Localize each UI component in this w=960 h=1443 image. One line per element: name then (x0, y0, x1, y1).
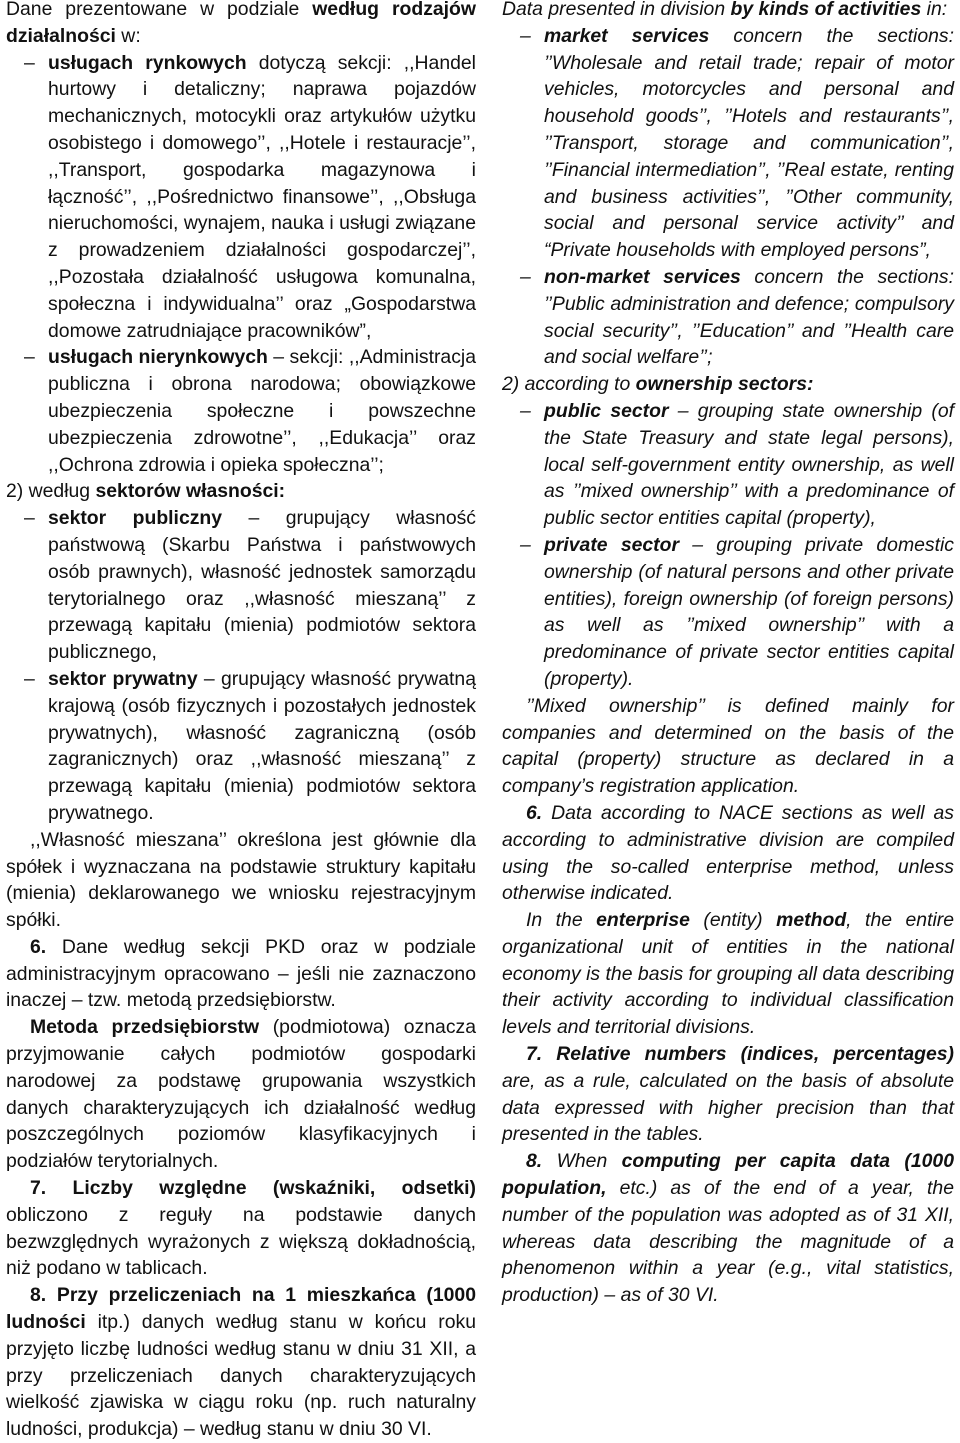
en-mixed-paragraph: ’’Mixed ownership’’ is defined mainly for companies and determined on the basis of the capital (property) structure as declared in a company’s registration application. (502, 694, 954, 798)
en-section-7-text: are, as a rule, calculated on the basis of absolute data expressed with higher precision than that presented in the tables. (502, 1069, 954, 1146)
pl-ownership-heading (6, 478, 476, 505)
en-section-8 (502, 1148, 954, 1309)
en-public-text: – grouping state ownership (of the State Treasury and state legal persons), local self-government entity ownership, as well as ’’mixed ownership’’ with a predominance of public sector entities capital (property), (544, 399, 954, 530)
en-enterprise-text: , the entire organizational unit of entities in the national economy is the basis for grouping all data describing their activity according to individual classification levels and territorial divisions. (502, 909, 955, 1039)
pl-section-8-bold: 8. Przy przeliczeniach na 1 mieszkańca (1000 ludności (6, 1284, 476, 1334)
en-enterprise-bold: enterprise (596, 909, 690, 932)
en-intro-paragraph (502, 0, 954, 23)
en-section-6-text: Data according to NACE sections as well as according to administrative division are compiled using the so-called enterprise method, unless otherwise indicated. (502, 801, 954, 905)
pl-section-6 (6, 934, 476, 1014)
en-section-8-num: 8. (526, 1150, 543, 1173)
pl-market-bold: usługach rynkowych (48, 51, 247, 74)
pl-mixed-paragraph: ,,Własność mieszana’’ określona jest głównie dla spółek i wyznaczana na podstawie struktury kapitału (mienia) deklarowanego we wniosku rejestracyjnym spółki. (6, 828, 476, 932)
en-private-bold: private sector (544, 533, 680, 556)
en-public-item (502, 398, 954, 532)
en-market-item (502, 23, 954, 264)
pl-intro-tail: w: (115, 24, 141, 47)
en-market-text: concern the sections: ’’Wholesale and retail trade; repair of motor vehicles, motorcycles and personal and household goods’’, ’’Hotels and restaurants’’, ’’Transport, storage and communication’’, ’’Financial intermediation’’, ’’Real estate, renting and business activities’’, ’’Other community, social and personal service activity’’ and “Private households with employed persons”, (544, 24, 954, 262)
en-ownership-heading (502, 371, 954, 398)
en-enterprise-paragraph (502, 907, 954, 1041)
en-private-item (502, 532, 954, 693)
pl-method-text: (podmiotowa) oznacza przyjmowanie całych podmiotów gospodarki narodowej za podstawę grupowania wszystkich danych charakteryzujących ich działalność według poszczególnych poziomów klasyfikacyjnych i podziałów terytorialnych. (6, 1016, 476, 1173)
en-ownership-num: 2) according to (502, 373, 636, 396)
pl-section-7 (6, 1175, 476, 1282)
en-method-bold: method (776, 909, 847, 932)
english-column (502, 0, 954, 1309)
pl-section-8 (6, 1282, 476, 1443)
en-section-7 (502, 1041, 954, 1148)
pl-section-6-num: 6. (30, 935, 47, 958)
en-section-6-num: 6. (526, 801, 543, 824)
pl-ownership-bold: sektorów własności: (95, 480, 286, 503)
pl-ownership-num: 2) według (6, 480, 96, 503)
en-market-bold: market services (544, 24, 710, 47)
pl-intro-paragraph (6, 0, 476, 50)
pl-public-bold: sektor publiczny (48, 507, 223, 530)
pl-intro-bold: według rodzajów działalności (6, 0, 476, 47)
pl-market-item (6, 50, 476, 345)
pl-method-paragraph (6, 1014, 476, 1175)
en-intro-tail: in: (921, 0, 948, 20)
en-nonmarket-text: concern the sections: ’’Public administration and defence; compulsory social security’’, ’’Education’’ and ’’Health care and social welfare’’; (544, 265, 954, 369)
en-intro-text: Data presented in division (502, 0, 731, 20)
pl-section-7-text: obliczono z reguły na podstawie danych bezwzględnych wyrażonych z większą dokładnością, niż podano w tablicach. (6, 1203, 476, 1280)
polish-column (6, 0, 476, 1443)
en-nonmarket-item (502, 264, 954, 371)
en-ownership-bold: ownership sectors: (635, 373, 814, 396)
pl-private-bold: sektor prywatny (48, 667, 198, 690)
pl-public-text: – grupujący własność państwową (Skarbu Państwa i państwowych osób prawnych), własność jednostek samorządu terytorialnego oraz ,,własność mieszaną’’ z przewagą kapitału (mienia) podmiotów sektora publicznego, (48, 507, 476, 664)
en-section-7-bold: 7. Relative numbers (indices, percentages) (526, 1043, 954, 1066)
en-enterprise-mid: (entity) (689, 909, 777, 932)
pl-section-7-bold: 7. Liczby względne (wskaźniki, odsetki) (30, 1177, 476, 1200)
pl-private-text: – grupujący własność prywatną krajową (osób fizycznych i pozostałych jednostek prywatnych), własność zagraniczną (osób zagranicznych) oraz ,,własność mieszaną’’ z przewagą kapitału (mienia) podmiotów sektora prywatnego. (48, 667, 476, 824)
en-private-text: – grouping private domestic ownership (of natural persons and other private entities), foreign ownership (of foreign persons) as well as ’’mixed ownership’’ with a predominance of private sector entities capital (property). (544, 533, 954, 690)
pl-private-item (6, 666, 476, 827)
en-section-8-pre: When (542, 1150, 622, 1173)
pl-section-8-text: itp.) danych według stanu w końcu roku przyjęto liczbę ludności według stanu w dniu 31 XII, a przy przeliczeniach danych charakteryzujących wielkość zjawiska w ciągu roku (np. ruch naturalny ludności, produkcja) – według stanu w dniu 30 VI. (6, 1311, 476, 1441)
en-intro-bold: by kinds of activities (730, 0, 922, 20)
pl-nonmarket-bold: usługach nierynkowych (48, 346, 268, 369)
en-enterprise-pre: In the (526, 909, 597, 932)
en-nonmarket-bold: non-market services (544, 265, 741, 288)
pl-nonmarket-item (6, 344, 476, 478)
pl-public-item (6, 505, 476, 666)
pl-market-text: dotyczą sekcji: ,,Handel hurtowy i detaliczny; naprawa pojazdów mechanicznych, motocykli oraz artykułów użytku osobistego i domowego’’, ,,Hotele i restauracje’’, ,,Transport, gospodarka magazynowa i łączność’’, ,,Pośrednictwo finansowe’’, ,,Obsługa nieruchomości, wynajem, nauka i usługi związane z prowadzeniem działalności gospodarczej’’, ,,Pozostała działalność usługowa komunalna, społeczna i indywidualna’’ oraz „Gospodarstwa domowe zatrudniające pracowników”, (48, 51, 476, 342)
pl-section-6-text: Dane według sekcji PKD oraz w podziale administracyjnym opracowano – jeśli nie zaznaczono inaczej – tzw. metodą przedsiębiorstw. (6, 935, 476, 1012)
pl-nonmarket-text: – sekcji: ,,Administracja publiczna i obrona narodowa; obowiązkowe ubezpieczenia społeczne i powszechne ubezpieczenia zdrowotne’’, ,,Edukacja’’ oraz ,,Ochrona zdrowia i opieka społeczna’’; (48, 346, 476, 476)
pl-method-bold: Metoda przedsiębiorstw (30, 1016, 260, 1039)
en-public-bold: public sector (544, 399, 669, 422)
en-section-6 (502, 800, 954, 907)
en-section-8-text: etc.) as of the end of a year, the number of the population was adopted as of 31 XII, whereas data describing the magnitude of a phenomenon within a year (e.g., vital statistics, production) – as of 30 VI. (502, 1177, 954, 1307)
pl-intro-text: Dane prezentowane w podziale (6, 0, 313, 20)
en-section-8-bold: computing per capita data (1000 population, (502, 1150, 954, 1200)
